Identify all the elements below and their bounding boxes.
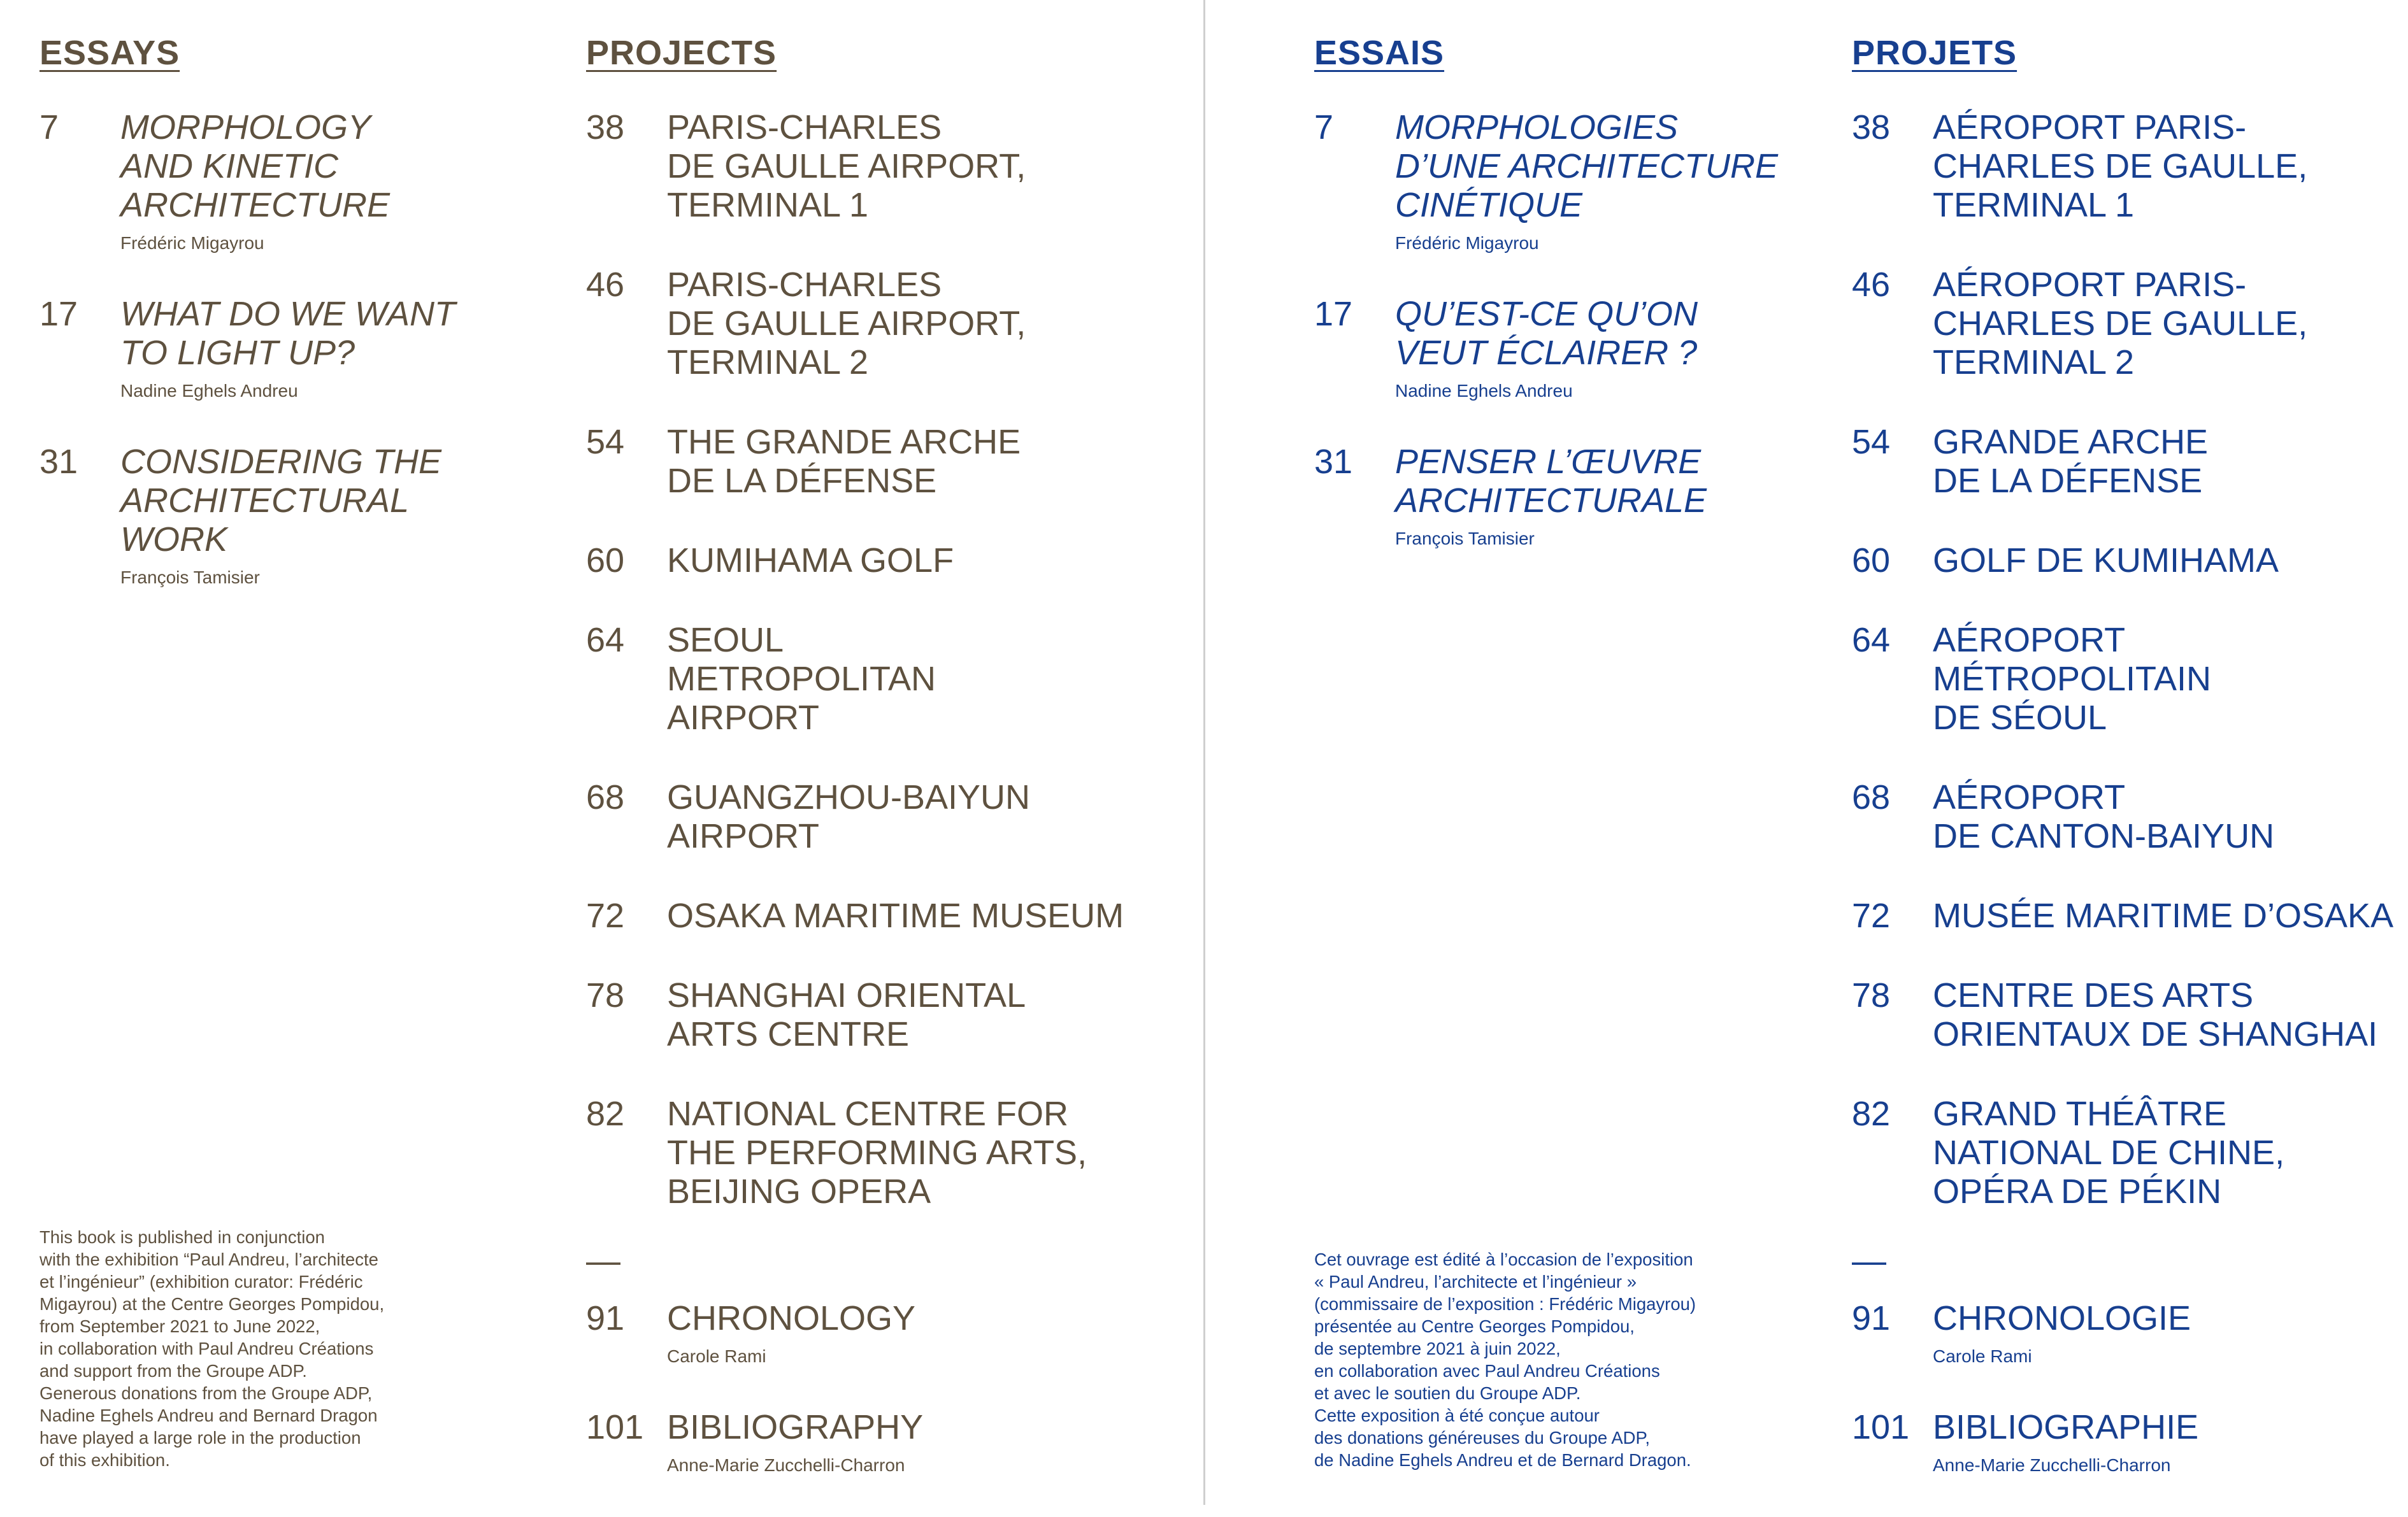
essay-entry[interactable]	[39, 108, 524, 254]
essay-entry[interactable]	[1314, 443, 1798, 550]
bibliography-entry[interactable]	[1852, 1408, 2400, 1476]
project-entry[interactable]	[1852, 108, 2400, 225]
page-number: 78	[586, 976, 625, 1015]
page-number: 54	[1852, 423, 1891, 461]
appendix-author: Anne-Marie Zucchelli-Charron	[1933, 1455, 2171, 1475]
page-number: 17	[1314, 295, 1353, 333]
page-number: 78	[1852, 976, 1891, 1015]
page-number: 60	[586, 541, 625, 580]
page-number: 38	[1852, 108, 1891, 146]
colophon: This book is published in conjunction with the exhibition “Paul Andreu, l’architecte et l’ingénieur” (exhibition curator: Frédéric Migayrou) at the Centre Georges Pompidou, from September 2021 to June 2022, in collaboration with Paul Andreu Créations and support from the Groupe ADP. Generous donations from the Groupe ADP, Nadine Eghels Andreu and Bernard Dragon have played a large role in the production of this exhibition.	[39, 1227, 385, 1470]
essay-entry[interactable]	[1314, 108, 1798, 254]
project-entry[interactable]	[586, 778, 1198, 856]
project-title: OSAKA MARITIME MUSEUM	[667, 897, 1124, 935]
chronology-entry[interactable]	[586, 1299, 1198, 1367]
page-number: 54	[586, 423, 625, 461]
bibliography-entry[interactable]	[586, 1408, 1198, 1476]
project-entry[interactable]	[1852, 1095, 2400, 1211]
page-number: 17	[39, 295, 78, 333]
page-number: 7	[1314, 108, 1334, 146]
essays-heading: ESSAIS	[1314, 34, 1445, 72]
project-entry[interactable]	[586, 897, 1198, 936]
project-title: GRAND THÉÂTRE NATIONAL DE CHINE, OPÉRA DE PÉKIN	[1933, 1095, 2285, 1211]
project-title: SEOUL METROPOLITAN AIRPORT	[667, 621, 936, 737]
page-number: 101	[1852, 1408, 1910, 1446]
project-title: SHANGHAI ORIENTAL ARTS CENTRE	[667, 976, 1026, 1053]
essays-column	[1314, 32, 1798, 590]
essays-list	[1314, 108, 1798, 550]
essay-author: Frédéric Migayrou	[1395, 233, 1539, 253]
page-number: 64	[586, 621, 625, 659]
essay-title: QU’EST-CE QU’ON VEUT ÉCLAIRER ?	[1395, 295, 1698, 372]
page-number: 91	[586, 1299, 625, 1337]
project-title: AÉROPORT PARIS- CHARLES DE GAULLE, TERMINAL 1	[1933, 108, 2308, 224]
essay-entry[interactable]	[39, 295, 524, 402]
project-entry[interactable]	[586, 266, 1198, 382]
projects-column	[586, 32, 1198, 1517]
project-entry[interactable]	[1852, 976, 2400, 1054]
essay-title: MORPHOLOGY AND KINETIC ARCHITECTURE	[120, 108, 391, 224]
essay-title: MORPHOLOGIES D’UNE ARCHITECTURE CINÉTIQUE	[1395, 108, 1779, 224]
appendix-title: CHRONOLOGIE	[1933, 1299, 2191, 1337]
project-title: KUMIHAMA GOLF	[667, 541, 954, 580]
section-dash: —	[1852, 1242, 1886, 1280]
project-title: GRANDE ARCHE DE LA DÉFENSE	[1933, 423, 2209, 500]
project-title: NATIONAL CENTRE FOR THE PERFORMING ARTS, BEIJING OPERA	[667, 1095, 1087, 1211]
page-number: 46	[586, 266, 625, 304]
project-title: CENTRE DES ARTS ORIENTAUX DE SHANGHAI	[1933, 976, 2378, 1053]
page-number: 31	[39, 443, 78, 481]
page-number: 31	[1314, 443, 1353, 481]
appendix-title: BIBLIOGRAPHY	[667, 1408, 924, 1446]
essays-heading: ESSAYS	[39, 34, 180, 72]
essay-entry[interactable]	[39, 443, 524, 588]
appendix-author: Carole Rami	[1933, 1346, 2032, 1366]
project-title: GUANGZHOU-BAIYUN AIRPORT	[667, 778, 1031, 855]
project-entry[interactable]	[586, 976, 1198, 1054]
page-number: 91	[1852, 1299, 1891, 1337]
project-title: AÉROPORT DE CANTON-BAIYUN	[1933, 778, 2275, 855]
project-title: GOLF DE KUMIHAMA	[1933, 541, 2279, 580]
essay-author: François Tamisier	[1395, 529, 1535, 548]
appendix-author: Carole Rami	[667, 1346, 766, 1366]
project-entry[interactable]	[586, 541, 1198, 580]
project-entry[interactable]	[1852, 897, 2400, 936]
essay-entry[interactable]	[1314, 295, 1798, 402]
page-number: 82	[1852, 1095, 1891, 1133]
page-number: 7	[39, 108, 59, 146]
chronology-entry[interactable]	[1852, 1299, 2400, 1367]
project-title: MUSÉE MARITIME D’OSAKA	[1933, 897, 2394, 935]
essay-title: PENSER L’ŒUVRE ARCHITECTURALE	[1395, 443, 1707, 520]
page-number: 46	[1852, 266, 1891, 304]
essay-author: Nadine Eghels Andreu	[1395, 381, 1573, 401]
page-number: 68	[586, 778, 625, 816]
project-entry[interactable]	[1852, 541, 2400, 580]
page-number: 38	[586, 108, 625, 146]
page-number: 82	[586, 1095, 625, 1133]
colophon: Cet ouvrage est édité à l’occasion de l’exposition « Paul Andreu, l’architecte et l’ingénieur » (commissaire de l’exposition : Frédéric Migayrou) présentée au Centre Georges Pompidou, de septembre 2021 à juin 2022, en collaboration avec Paul Andreu Créations et avec le soutien du Groupe ADP. Cette exposition à été conçue autour des donations généreuses du Groupe ADP, de Nadine Eghels Andreu et de Bernard Dragon.	[1314, 1250, 1696, 1470]
project-entry[interactable]	[1852, 778, 2400, 856]
project-entry[interactable]	[586, 423, 1198, 501]
projects-heading: PROJECTS	[586, 34, 777, 72]
appendix-title: BIBLIOGRAPHIE	[1933, 1408, 2199, 1446]
essay-title: CONSIDERING THE ARCHITECTURAL WORK	[120, 443, 442, 559]
project-entry[interactable]	[586, 108, 1198, 225]
page-number: 64	[1852, 621, 1891, 659]
projects-heading: PROJETS	[1852, 34, 2017, 72]
project-title: AÉROPORT MÉTROPOLITAIN DE SÉOUL	[1933, 621, 2212, 737]
french-page	[1205, 0, 2408, 1505]
essay-author: Nadine Eghels Andreu	[120, 381, 298, 401]
project-entry[interactable]	[586, 1095, 1198, 1211]
projects-list	[586, 108, 1198, 1211]
page-number: 60	[1852, 541, 1891, 580]
project-title: AÉROPORT PARIS- CHARLES DE GAULLE, TERMINAL 2	[1933, 266, 2308, 381]
page-number: 72	[586, 897, 625, 935]
project-entry[interactable]	[1852, 621, 2400, 737]
appendix-author: Anne-Marie Zucchelli-Charron	[667, 1455, 905, 1475]
project-title: THE GRANDE ARCHE DE LA DÉFENSE	[667, 423, 1021, 500]
essays-list	[39, 108, 524, 588]
page-number: 68	[1852, 778, 1891, 816]
essays-column	[39, 32, 524, 629]
project-title: PARIS-CHARLES DE GAULLE AIRPORT, TERMINAL 2	[667, 266, 1026, 381]
english-page	[0, 0, 1204, 1505]
project-entry[interactable]	[1852, 423, 2400, 501]
page-number: 101	[586, 1408, 644, 1446]
essay-author: François Tamisier	[120, 567, 260, 587]
page-number: 72	[1852, 897, 1891, 935]
essay-title: WHAT DO WE WANT TO LIGHT UP?	[120, 295, 455, 372]
projects-column	[1852, 32, 2400, 1517]
project-entry[interactable]	[1852, 266, 2400, 382]
projects-list	[1852, 108, 2400, 1211]
essay-author: Frédéric Migayrou	[120, 233, 264, 253]
appendix-title: CHRONOLOGY	[667, 1299, 916, 1337]
section-dash: —	[586, 1242, 620, 1280]
project-entry[interactable]	[586, 621, 1198, 737]
project-title: PARIS-CHARLES DE GAULLE AIRPORT, TERMINAL 1	[667, 108, 1026, 224]
